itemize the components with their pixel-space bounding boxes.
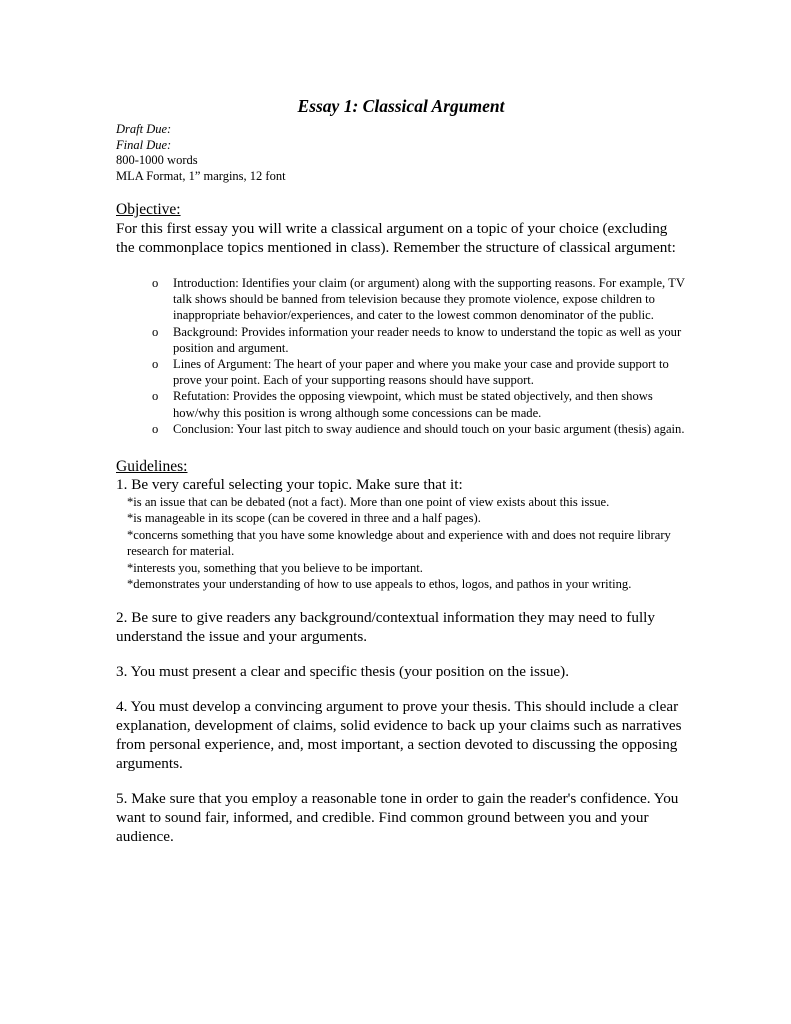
criteria-item: *interests you, something that you believe to be important.: [127, 560, 423, 575]
criteria-item: *concerns something that you have some knowledge about and experience with and does not require library research for material.: [127, 527, 671, 559]
structure-item-text: Refutation: Provides the opposing viewpoint, which must be stated objectively, and then shows how/why this position is wrong although some concessions can be made.: [173, 389, 653, 420]
guideline-2: 2. Be sure to give readers any background/contextual information they may need to fully understand the issue and your arguments.: [116, 609, 655, 646]
format-requirements: MLA Format, 1” margins, 12 font: [116, 168, 286, 183]
structure-item-lines-of-argument: [152, 356, 686, 388]
word-count: 800-1000 words: [116, 153, 198, 167]
structure-item-text: Introduction: Identifies your claim (or argument) along with the supporting reasons. For example, TV talk shows should be banned from television because they promote violence, expose children to inappropriate behavior/experiences, and cater to the lowest common denominator of the public.: [173, 276, 685, 323]
circle-bullet-icon: o: [152, 324, 159, 339]
criteria-item: *is manageable in its scope (can be covered in three and a half pages).: [127, 511, 481, 526]
objective-heading: Objective:: [116, 201, 181, 218]
structure-item-text: Conclusion: Your last pitch to sway audience and should touch on your basic argument (thesis) again.: [173, 421, 685, 436]
objective-text: For this first essay you will write a classical argument on a topic of your choice (excluding the commonplace topics mentioned in class). Remember the structure of classical argument:: [116, 220, 676, 256]
guidelines-heading: Guidelines:: [116, 458, 188, 476]
circle-bullet-icon: o: [152, 421, 159, 436]
guideline-1: 1. Be very careful selecting your topic. Make sure that it:: [116, 476, 463, 494]
circle-bullet-icon: o: [152, 276, 159, 290]
structure-item-background: [152, 324, 686, 356]
structure-list: [116, 275, 686, 437]
circle-bullet-icon: o: [152, 389, 159, 404]
guideline-4: 4. You must develop a convincing argument to prove your thesis. This should include a clear explanation, development of claims, solid evidence to back up your claims such as narratives from personal experience, and, most important, a section devoted to discussing the opposing arguments.: [116, 698, 682, 773]
guideline-5: 5. Make sure that you employ a reasonable tone in order to gain the reader's confidence. You want to sound fair, informed, and credible. Find common ground between you and your audience.: [116, 790, 679, 846]
guideline-3: 3. You must present a clear and specific thesis (your position on the issue).: [116, 663, 570, 681]
circle-bullet-icon: o: [152, 357, 159, 372]
criteria-item: *is an issue that can be debated (not a fact). More than one point of view exists about this issue.: [127, 495, 610, 510]
structure-item-refutation: [152, 388, 686, 420]
draft-due: Draft Due:: [116, 122, 172, 136]
document-page: [116, 96, 686, 846]
final-due: Final Due:: [116, 137, 172, 152]
topic-criteria-list: [116, 494, 686, 592]
structure-item-text: Background: Provides information your reader needs to know to understand the topic as well as your position and argument.: [173, 324, 682, 355]
assignment-meta: [116, 122, 686, 184]
structure-item-text: Lines of Argument: The heart of your paper and where you make your case and provide support to prove your point. Each of your supporting reasons should have support.: [173, 357, 669, 388]
structure-item-introduction: [152, 275, 686, 324]
document-title: Essay 1: Classical Argument: [297, 96, 505, 116]
structure-item-conclusion: [152, 421, 686, 437]
criteria-item: *demonstrates your understanding of how to use appeals to ethos, logos, and pathos in your writing.: [127, 577, 632, 592]
